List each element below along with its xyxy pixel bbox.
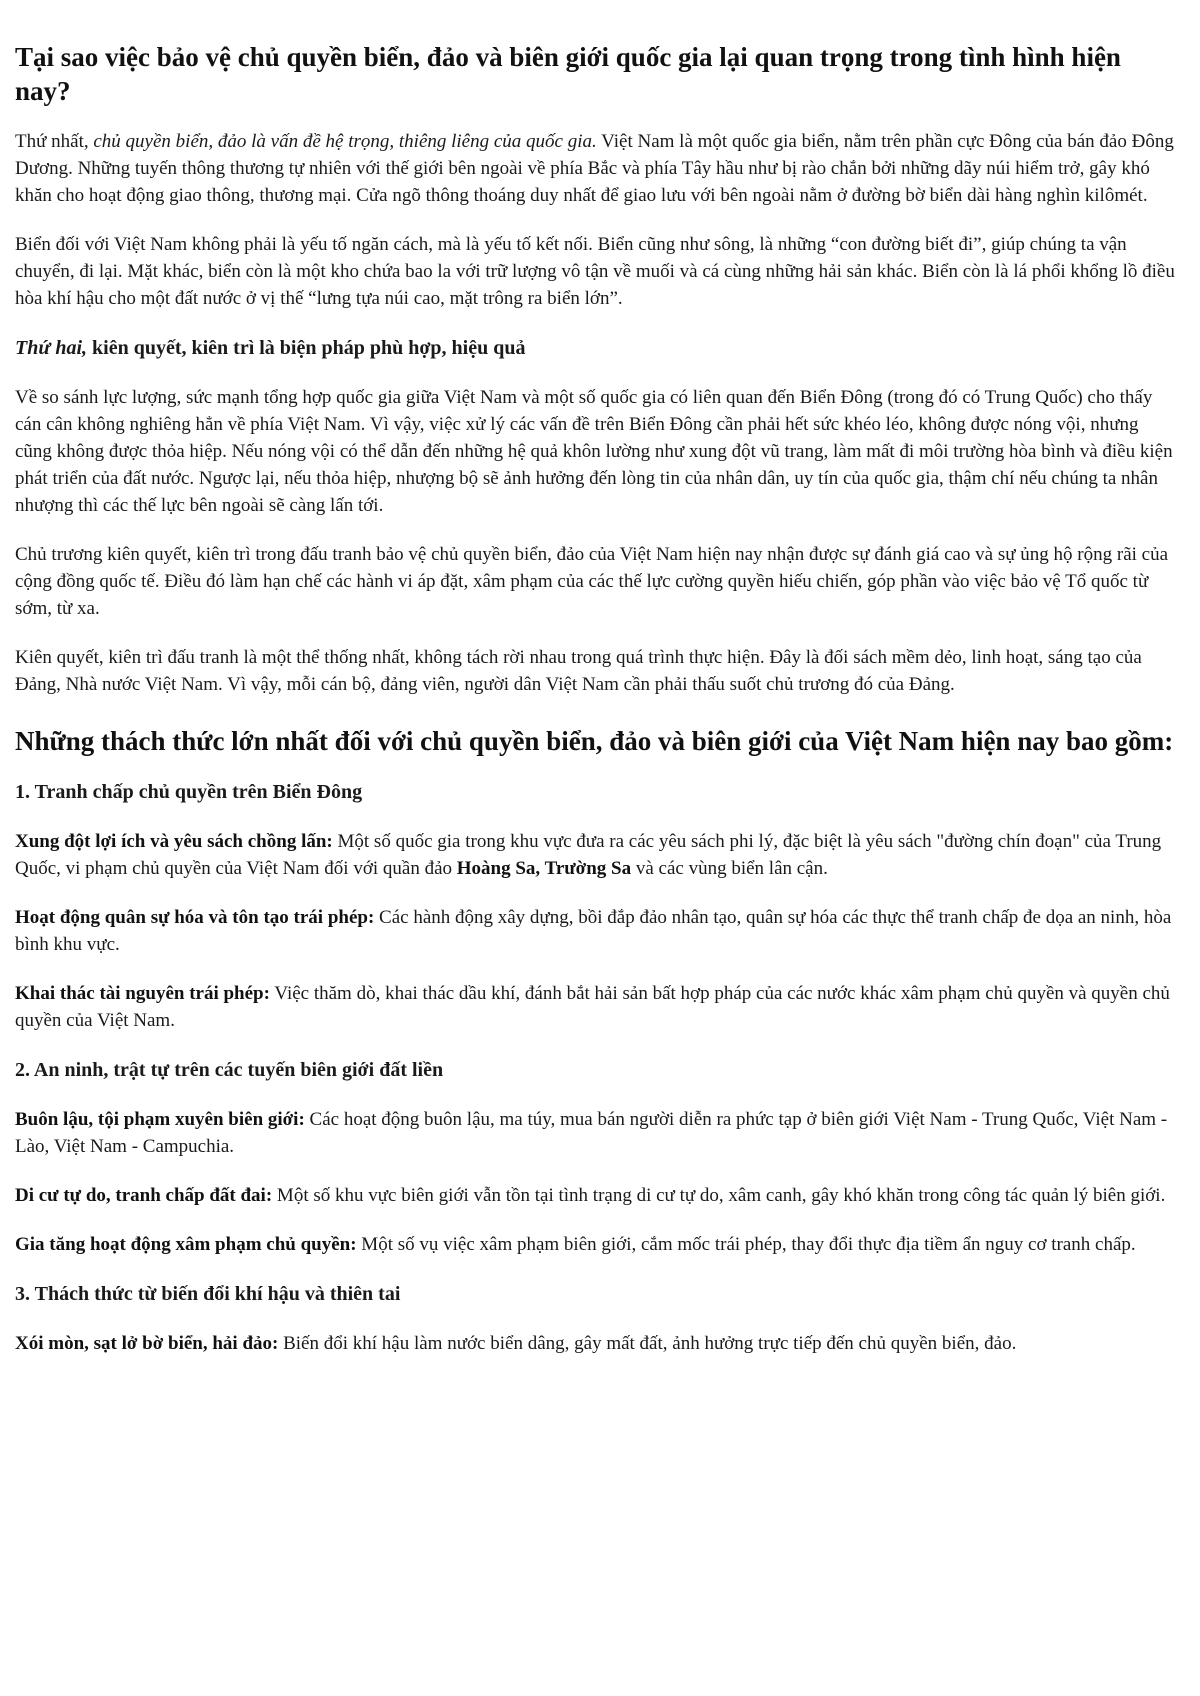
section-2-item-3 [15,1231,1180,1258]
paragraph-unity: Kiên quyết, kiên trì đấu tranh là một thể thống nhất, không tách rời nhau trong quá trình thực hiện. Đây là đối sách mềm dẻo, linh hoạt, sáng tạo của Đảng, Nhà nước Việt Nam. Vì vậy, mỗi cán bộ, đảng viên, người dân Việt Nam cần phải thấu suốt chủ trương đó của Đảng. [15,647,1142,695]
section-2-item-3-label: Gia tăng hoạt động xâm phạm chủ quyền: [15,1234,357,1255]
subheading-second [15,334,1180,362]
section-1-item-1-tail: và các vùng biển lân cận. [631,858,828,879]
section-1-item-2 [15,904,1180,958]
section-2-item-2-label: Di cư tự do, tranh chấp đất đai: [15,1185,273,1206]
section-2-item-1 [15,1106,1180,1160]
section-1-item-1-bold: Hoàng Sa, Trường Sa [456,858,632,879]
paragraph-policy-support: Chủ trương kiên quyết, kiên trì trong đấu tranh bảo vệ chủ quyền biển, đảo của Việt Nam hiện nay nhận được sự đánh giá cao và sự ủng hộ rộng rãi của cộng đồng quốc tế. Điều đó làm hạn chế các hành vi áp đặt, xâm phạm của các thế lực cường quyền hiếu chiến, góp phần vào việc bảo vệ Tổ quốc từ sớm, từ xa. [15,544,1169,619]
subheading-second-italic: Thứ hai, [15,337,88,359]
section-2-item-1-text: Các hoạt động buôn lậu, ma túy, mua bán người diễn ra phức tạp ở biên giới Việt Nam - Trung Quốc, Việt Nam - Lào, Việt Nam - Campuchia. [15,1109,1168,1157]
section-1-item-3-text: Việc thăm dò, khai thác dầu khí, đánh bắt hải sản bất hợp pháp của các nước khác xâm phạm chủ quyền và quyền chủ quyền của Việt Nam. [15,983,1170,1031]
subheading-second-rest: kiên quyết, kiên trì là biện pháp phù hợp, hiệu quả [87,337,526,359]
section-2-item-2 [15,1182,1180,1209]
section-1-title: 1. Tranh chấp chủ quyền trên Biển Đông [15,781,363,803]
paragraph-force-comparison: Về so sánh lực lượng, sức mạnh tổng hợp quốc gia giữa Việt Nam và một số quốc gia có liên quan đến Biển Đông (trong đó có Trung Quốc) cho thấy cán cân không nghiêng hẳn về phía Việt Nam. Vì vậy, việc xử lý các vấn đề trên Biển Đông cần phải hết sức khéo léo, không được nóng vội, nhưng cũng không được thỏa hiệp. Nếu nóng vội có thể dẫn đến những hệ quả khôn lường như xung đột vũ trang, làm mất đi môi trường hòa bình và điều kiện phát triển của đất nước. Ngược lại, nếu thỏa hiệp, nhượng bộ sẽ ảnh hưởng đến lòng tin của nhân dân, uy tín của quốc gia, thậm chí nếu chúng ta nhân nhượng thì các thế lực bên ngoài sẽ càng lấn tới. [15,387,1173,516]
section-3-item-1-text: Biến đổi khí hậu làm nước biển dâng, gây mất đất, ảnh hưởng trực tiếp đến chủ quyền biển, đảo. [278,1333,1017,1354]
section-3-title: 3. Thách thức từ biến đổi khí hậu và thiên tai [15,1283,401,1305]
section-1-item-2-text: Các hành động xây dựng, bồi đắp đảo nhân tạo, quân sự hóa các thực thể tranh chấp đe dọa an ninh, hòa bình khu vực. [15,907,1172,955]
heading-why-important: Tại sao việc bảo vệ chủ quyền biển, đảo và biên giới quốc gia lại quan trọng trong tình hình hiện nay? [15,42,1121,106]
section-1-item-1-text: Một số quốc gia trong khu vực đưa ra các yêu sách phi lý, đặc biệt là yêu sách "đường chín đoạn" của Trung Quốc, vi phạm chủ quyền của Việt Nam đối với quần đảo [15,831,1162,879]
paragraph-sea-connection: Biển đối với Việt Nam không phải là yếu tố ngăn cách, mà là yếu tố kết nối. Biển cũng như sông, là những “con đường biết đi”, giúp chúng ta vận chuyển, đi lại. Mặt khác, biển còn là một kho chứa bao la với trữ lượng vô tận về muối và cá cùng những hải sản khác. Biển còn là lá phổi khổng lồ điều hòa khí hậu cho một đất nước ở vị thế “lưng tựa núi cao, mặt trông ra biển lớn”. [15,234,1175,309]
section-2-item-2-text: Một số khu vực biên giới vẫn tồn tại tình trạng di cư tự do, xâm canh, gây khó khăn trong công tác quản lý biên giới. [272,1185,1166,1206]
paragraph-first [15,128,1180,209]
paragraph-first-italic: chủ quyền biển, đảo là vấn đề hệ trọng, thiêng liêng của quốc gia. [93,131,597,152]
section-1-item-2-label: Hoạt động quân sự hóa và tôn tạo trái phép: [15,907,375,928]
section-1-item-1-label: Xung đột lợi ích và yêu sách chồng lấn: [15,831,333,852]
section-1-item-3-label: Khai thác tài nguyên trái phép: [15,983,270,1004]
section-3-item-1-label: Xói mòn, sạt lở bờ biển, hải đảo: [15,1333,279,1354]
heading-challenges: Những thách thức lớn nhất đối với chủ quyền biển, đảo và biên giới của Việt Nam hiện nay bao gồm: [15,726,1174,756]
section-2-item-3-text: Một số vụ việc xâm phạm biên giới, cắm mốc trái phép, thay đổi thực địa tiềm ẩn nguy cơ tranh chấp. [356,1234,1136,1255]
paragraph-first-rest: Việt Nam là một quốc gia biển, nằm trên phần cực Đông của bán đảo Đông Dương. Những tuyến thông thương tự nhiên với thế giới bên ngoài về phía Bắc và phía Tây hầu như bị rào chắn bởi những dãy núi hiểm trở, gây khó khăn cho hoạt động giao thông, thương mại. Cửa ngõ thông thoáng duy nhất để giao lưu với bên ngoài nằm ở đường bờ biển dài hàng nghìn kilômét. [15,131,1174,206]
section-2-item-1-label: Buôn lậu, tội phạm xuyên biên giới: [15,1109,305,1130]
section-2-title: 2. An ninh, trật tự trên các tuyến biên giới đất liền [15,1059,444,1081]
section-3-item-1 [15,1330,1180,1357]
paragraph-first-prefix: Thứ nhất, [15,131,94,152]
section-1-item-3 [15,980,1180,1034]
section-1-item-1 [15,828,1180,882]
